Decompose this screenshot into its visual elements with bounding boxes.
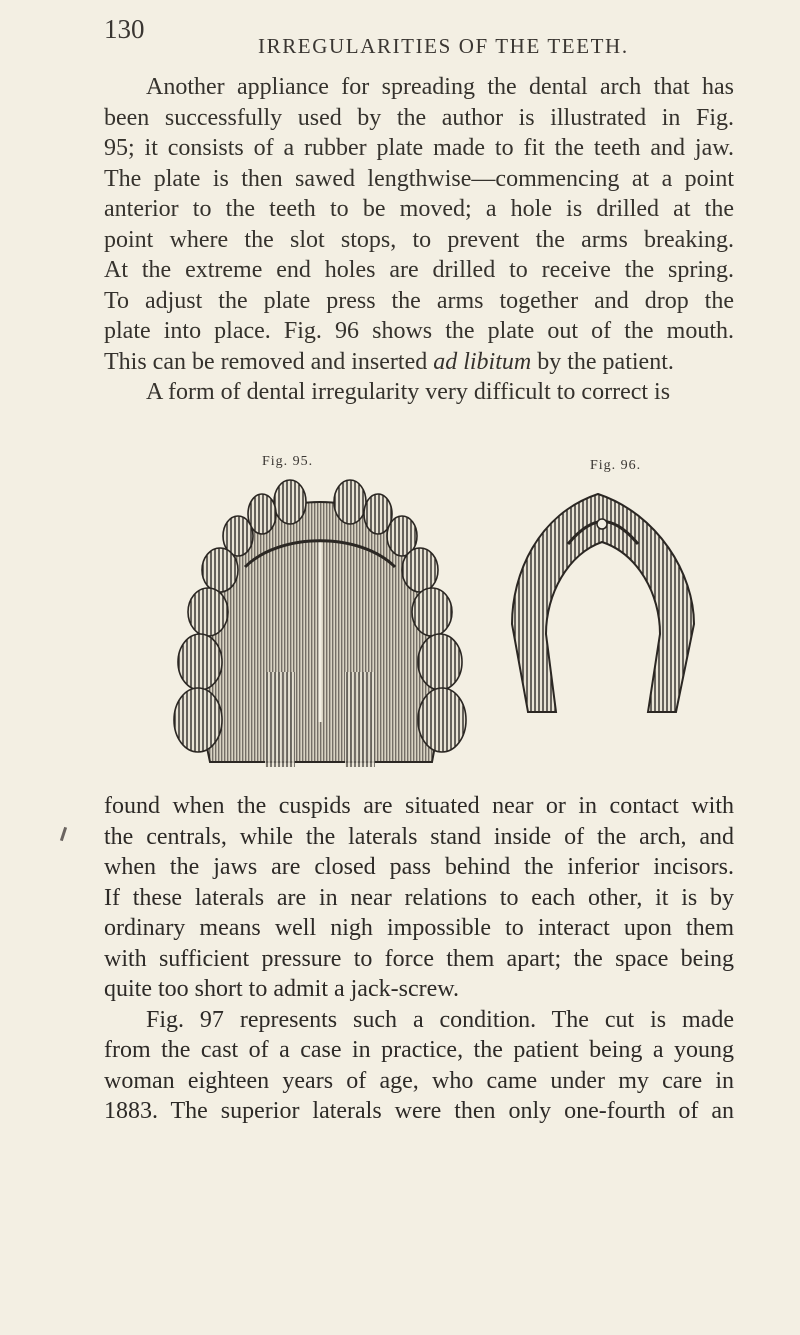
running-title: IRREGULARITIES OF THE TEETH. — [258, 34, 629, 58]
text-line: 95; it consists of a rubber plate made to fit the teeth and jaw. — [104, 135, 734, 161]
figure-95-plate-in-mouth-illustration — [170, 472, 470, 772]
text-line: To adjust the plate press the arms together and drop the — [104, 287, 734, 314]
figure-95-caption: Fig. 95. — [262, 454, 314, 469]
text-line: with sufficient pressure to force them apart; the space being — [104, 945, 734, 972]
text-line: when the jaws are closed pass behind the inferior incisors. — [104, 854, 734, 880]
page-number: 130 — [104, 14, 145, 44]
text-line: anterior to the teeth to be moved; a hole is drilled at the — [104, 196, 734, 222]
text-line: Another appliance for spreading the dental arch that has — [146, 74, 734, 100]
text-line: from the cast of a case in practice, the patient being a young — [104, 1037, 734, 1063]
text-line: found when the cuspids are situated near or in contact with — [104, 793, 734, 819]
text-line: The plate is then sawed lengthwise—commencing at a point — [104, 165, 734, 192]
figure-96-caption: Fig. 96. — [590, 458, 642, 473]
text-line: Fig. 97 represents such a condition. The cut is made — [146, 1006, 734, 1033]
text-line: plate into place. Fig. 96 shows the plate out of the mouth. — [104, 318, 734, 344]
text-line: If these laterals are in near relations to each other, it is by — [104, 884, 734, 911]
figure-96-plate-out-of-mouth-illustration — [498, 484, 708, 716]
text-line: quite too short to admit a jack-screw. — [104, 976, 460, 1002]
text-line: At the extreme end holes are drilled to receive the spring. — [104, 257, 734, 283]
text-line: A form of dental irregularity very difficult to correct is — [146, 379, 671, 405]
text-line: been successfully used by the author is illustrated in Fig. — [104, 104, 734, 131]
text-line: woman eighteen years of age, who came under my care in — [104, 1067, 734, 1094]
paragraph-cuspids — [104, 791, 734, 1127]
text-line: point where the slot stops, to prevent the arms breaking. — [104, 226, 734, 253]
text-line: 1883. The superior laterals were then only one-fourth of an — [104, 1098, 734, 1124]
text-line-italic-phrase: This can be removed and inserted ad libitum by the patient. — [104, 348, 674, 375]
italic-phrase: ad libitum — [433, 348, 532, 375]
text-line: the centrals, while the laterals stand inside of the arch, and — [104, 823, 734, 850]
margin-mark — [60, 827, 67, 841]
text-line: ordinary means well nigh impossible to interact upon them — [104, 915, 734, 941]
paragraph-appliance — [104, 72, 734, 408]
